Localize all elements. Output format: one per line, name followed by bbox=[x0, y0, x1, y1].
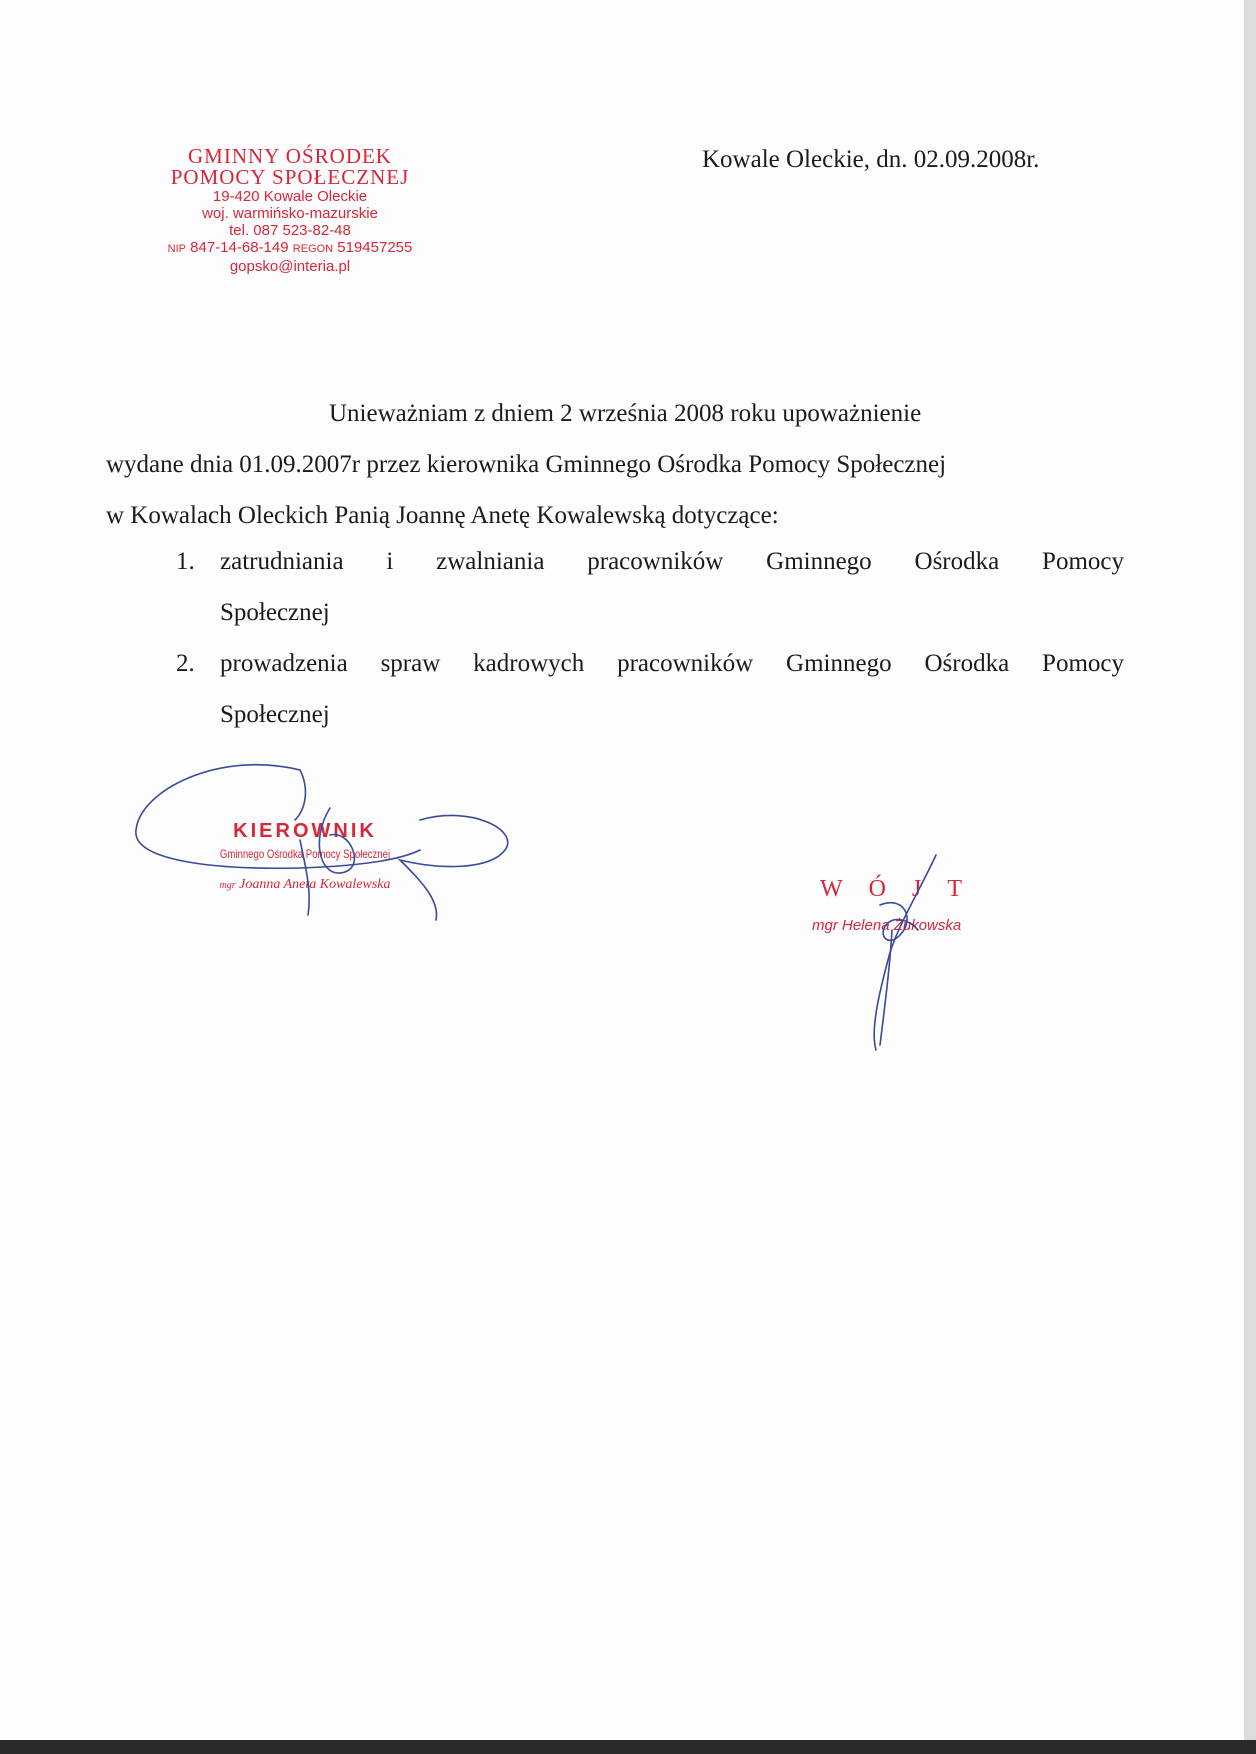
body-line-3: w Kowalach Oleckich Panią Joannę Anetę Kowalewską dotyczące: bbox=[106, 502, 779, 529]
list-item-text: zatrudniania i zwalniania pracowników Gminnego Ośrodka Pomocy bbox=[220, 548, 1124, 575]
stamp-email: gopsko@interia.pl bbox=[229, 258, 351, 275]
institution-stamp bbox=[130, 146, 450, 275]
stamp-nip-label: NIP bbox=[167, 243, 186, 255]
date-line: Kowale Oleckie, dn. 02.09.2008r. bbox=[702, 146, 1040, 173]
kierownik-full-name: Joanna Aneta Kowalewska bbox=[239, 877, 391, 892]
stamp-regon: 519457255 bbox=[337, 239, 413, 256]
wojt-name: mgr Helena Żukowska bbox=[812, 917, 962, 934]
body-line-2: wydane dnia 01.09.2007r przez kierownika Gminnego Ośrodka Pomocy Społecznej bbox=[106, 451, 947, 478]
list-item-text-cont: Społecznej bbox=[220, 701, 330, 728]
list-item bbox=[176, 638, 1124, 740]
scan-edge-bottom bbox=[0, 1740, 1256, 1754]
list-item-number: 1. bbox=[176, 548, 195, 575]
list-item-text: prowadzenia spraw kadrowych pracowników Gminnego Ośrodka Pomocy bbox=[220, 650, 1124, 677]
stamp-regon-label: REGON bbox=[292, 243, 334, 255]
kierownik-name bbox=[190, 877, 420, 893]
wojt-title: WÓJT bbox=[820, 876, 988, 902]
stamp-line-1: GMINNY OŚRODEK bbox=[188, 144, 392, 168]
kierownik-title: KIEROWNIK bbox=[233, 820, 377, 842]
body-line-1: Unieważniam z dniem 2 września 2008 roku upoważnienie bbox=[329, 400, 922, 427]
stamp-phone: tel. 087 523-82-48 bbox=[229, 222, 351, 239]
wojt-stamp bbox=[812, 876, 1012, 934]
kierownik-stamp bbox=[190, 820, 420, 893]
kierownik-degree: mgr bbox=[219, 880, 236, 891]
stamp-line-2: POMOCY SPOŁECZNEJ bbox=[170, 165, 410, 189]
stamp-address: 19-420 Kowale Oleckie bbox=[212, 188, 368, 205]
stamp-nip: 847-14-68-149 bbox=[190, 239, 289, 256]
list-item-number: 2. bbox=[176, 650, 195, 677]
scan-edge-right bbox=[1244, 0, 1256, 1754]
list-item-text-cont: Społecznej bbox=[220, 599, 330, 626]
document-body bbox=[106, 388, 1124, 541]
scope-list bbox=[176, 536, 1124, 740]
kierownik-subtitle: Gminnego Ośrodka Pomocy Społecznej bbox=[219, 847, 391, 861]
list-item bbox=[176, 536, 1124, 638]
stamp-region: woj. warmińsko-mazurskie bbox=[202, 205, 378, 222]
stamp-ids bbox=[130, 239, 450, 258]
